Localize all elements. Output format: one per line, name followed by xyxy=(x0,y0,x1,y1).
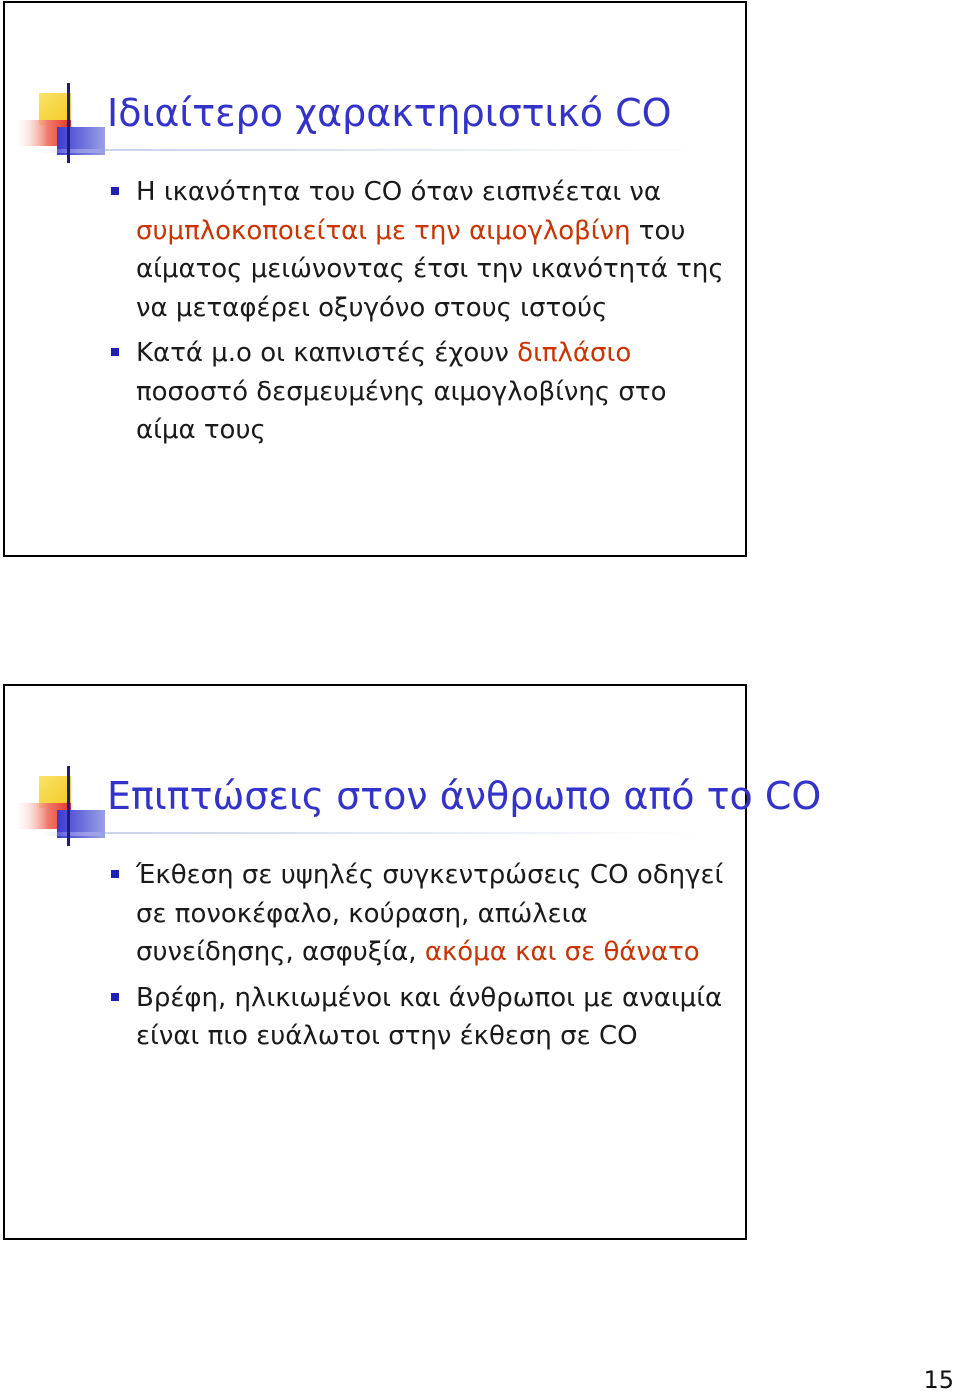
bullet-list xyxy=(5,856,745,1063)
bullet-item xyxy=(5,856,745,972)
page-number: 15 xyxy=(923,1366,954,1394)
highlighted-text: ακόμα και σε θάνατο xyxy=(424,937,700,967)
square-bullet-icon xyxy=(111,870,119,878)
squares-logo-icon xyxy=(13,762,113,852)
bullet-text: Βρέφη, ηλικιωμένοι και άνθρωποι με αναιμία είναι πιο ευάλωτοι στην έκθεση σε CO xyxy=(136,982,723,1051)
bullet-item xyxy=(5,979,745,1056)
square-bullet-icon xyxy=(111,187,119,195)
bullet-text: Κατά μ.ο οι καπνιστές έχουν xyxy=(136,338,518,368)
title-rule xyxy=(105,832,705,834)
bullet-text: Η ικανότητα του CO όταν εισπνέεται να xyxy=(136,177,662,207)
square-bullet-icon xyxy=(111,993,119,1001)
title-rule xyxy=(105,149,705,151)
highlighted-text: συμπλοκοποιείται με την αιμογλοβίνη xyxy=(136,215,631,246)
bullet-text: ποσοστό δεσμευμένης αιμογλοβίνης στο αίμα τους xyxy=(136,376,667,445)
bullet-text: Έκθεση σε υψηλές συγκεντρώσεις CO οδηγεί σε πονοκέφαλο, κούραση, απώλεια συνείδησης, ασφυξία, xyxy=(136,860,724,967)
bullet-text: του αίματος μειώνοντας έτσι την ικανότητά της να μεταφέρει οξυγόνο στους ιστούς xyxy=(136,215,724,323)
bullet-item xyxy=(5,334,745,450)
slide-title: Ιδιαίτερο χαρακτηριστικό CO xyxy=(107,91,672,135)
highlighted-text: διπλάσιο xyxy=(517,338,632,368)
bullet-item xyxy=(5,173,745,327)
square-bullet-icon xyxy=(111,348,119,356)
squares-logo-icon xyxy=(13,79,113,169)
slide-2 xyxy=(3,684,822,1240)
bullet-list xyxy=(5,173,745,457)
slide-title: Επιπτώσεις στον άνθρωπο από το CO xyxy=(107,774,822,818)
slide-1 xyxy=(3,1,747,557)
